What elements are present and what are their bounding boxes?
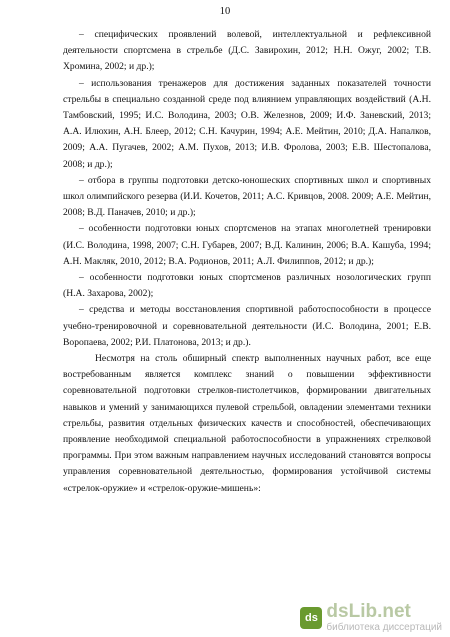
list-item: – использования тренажеров для достижения заданных показателей точности стрельбы в специально созданной среде под влиянием управляющих воздействий (А.Н. Тамбовский, 1995; И.С. Володина, 2003; О.В. Железнов, 2009; И.Ф. Заневский, 2013; А.А. Илюхин, А.Н. Блеер, 2012; С.Н. Качурин, 1994; А.Е. Мейтин, 2010; Д.А. Напалков, 2009; А.А. Пугачев, 2002; А.М. Пухов, 2013; И.В. Фролова, 2003; Е.В. Шестопалова, 2008; и др.); bbox=[63, 77, 431, 170]
watermark-text bbox=[326, 602, 442, 633]
list-item: – средства и методы восстановления спортивной работоспособности в процессе учебно-тренировочной и соревновательной деятельности (И.С. Володина, 2001; Е.В. Воропаева, 2002; Р.И. Платонова, 2013; и др.). bbox=[63, 304, 431, 348]
body-paragraph: Несмотря на столь обширный спектр выполненных научных работ, все еще востребованным является комплекс знаний о повышении эффективности соревновательной подготовки стрелков-пистолетчиков, формировании двигательных навыков и умений у занимающихся пулевой стрельбой, овладении элементами техники стрельбы, развития отдельных физических качеств и способностей, обеспечивающих проявление необходимой специальной работоспособности в упражнениях стрелковой программы. При этом важным направлением научных исследований становятся вопросы управления соревновательной деятельностью, формирования устойчивой системы «стрелок-оружие» и «стрелок-оружие-мишень»: bbox=[63, 353, 431, 494]
watermark-subtitle: библиотека диссертаций bbox=[326, 622, 442, 633]
list-item: – специфических проявлений волевой, интеллектуальной и рефлексивной деятельности спортсмена в стрельбе (Д.С. Завирохин, 2012; Н.Н. Ожуг, 2002; Т.В. Хромина, 2002; и др.); bbox=[63, 29, 431, 73]
watermark-title: dsLib.net bbox=[326, 601, 411, 622]
dslib-logo-icon: ds bbox=[300, 607, 322, 629]
list-item: – особенности подготовки юных спортсменов различных нозологических групп (Н.А. Захарова, 2002); bbox=[63, 272, 431, 300]
document-body bbox=[63, 27, 431, 497]
list-item: – особенности подготовки юных спортсменов на этапах многолетней тренировки (И.С. Володина, 1998, 2007; С.Н. Губарев, 2007; В.Д. Калинин, 2006; В.А. Кашуба, 1994; А.Н. Макляк, 2010, 2012; В.А. Родионов, 2011; А.Л. Филиппов, 2012; и др.); bbox=[63, 223, 431, 267]
page-number: 10 bbox=[219, 6, 231, 17]
list-item: – отбора в группы подготовки детско-юношеских спортивных школ и спортивных школ олимпийского резерва (И.И. Кочетов, 2011; А.С. Кривцов, 2008. 2009; А.Е. Мейтин, 2008; В.Д. Паначев, 2010; и др.); bbox=[63, 174, 431, 219]
watermark bbox=[300, 602, 442, 633]
